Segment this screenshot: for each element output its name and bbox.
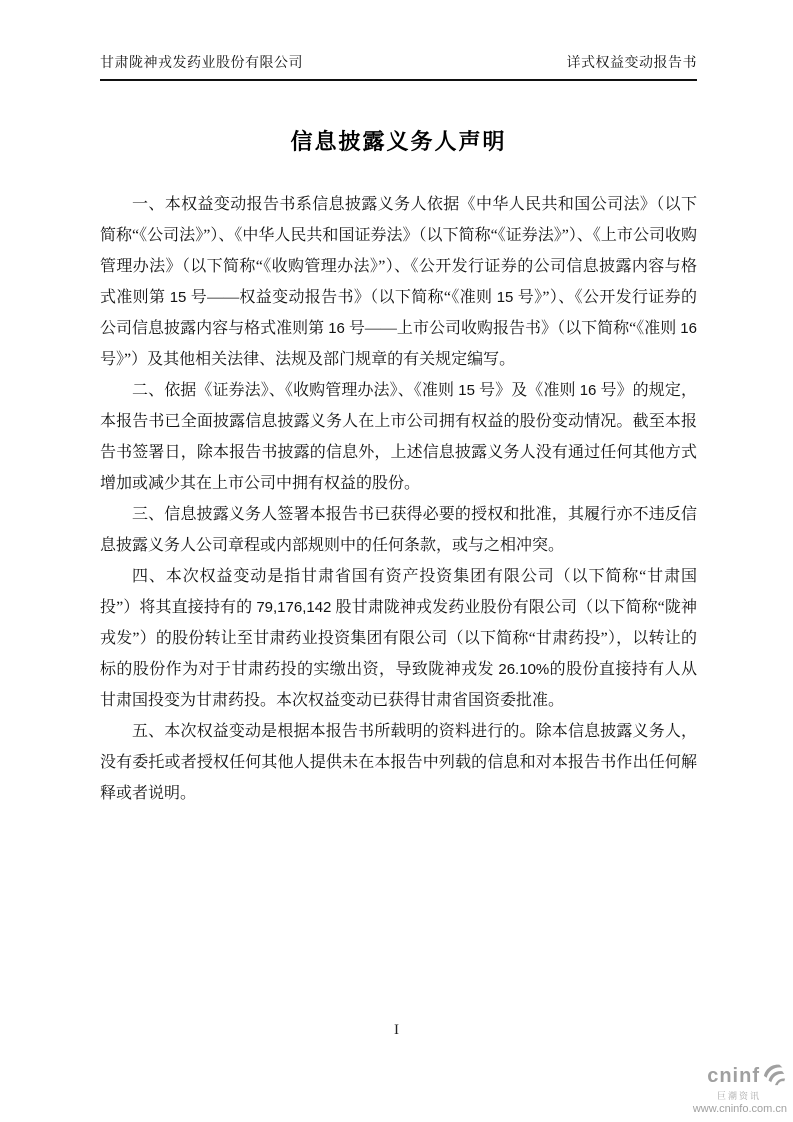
header-company-name: 甘肃陇神戎发药业股份有限公司 [100, 56, 303, 71]
cninfo-brand-row [669, 1062, 787, 1090]
cninfo-url: www.cninfo.com.cn [692, 1103, 787, 1115]
page-number: I [394, 1022, 399, 1038]
paragraph-5: 五、本次权益变动是根据本报告书所载明的资料进行的。除本信息披露义务人，没有委托或者授权任何其他人提供未在本报告中列载的信息和对本报告书作出任何解释或者说明。 [100, 723, 697, 802]
cninfo-chinese-name: 巨潮资讯 [716, 1091, 761, 1101]
cninfo-logo [669, 1062, 787, 1115]
paragraph-2: 二、依据《证券法》、《收购管理办法》、《准则 15 号》及《准则 16 号》的规定，本报告书已全面披露信息披露义务人在上市公司拥有权益的股份变动情况。截至本报告书签署日，除本报告书披露的信息外，上述信息披露义务人没有通过任何其他方式增加或减少其在上市公司中拥有权益的股份。 [100, 382, 697, 492]
header-report-name: 详式权益变动报告书 [566, 56, 697, 71]
statement-body [100, 189, 697, 809]
cninfo-brand-text: cninf [707, 1065, 760, 1087]
cninfo-swirl-icon [762, 1062, 787, 1090]
running-header [100, 0, 697, 81]
paragraph-3: 三、信息披露义务人签署本报告书已获得必要的授权和批准，其履行亦不违反信息披露义务人公司章程或内部规则中的任何条款，或与之相冲突。 [100, 506, 697, 554]
paragraph-4: 四、本次权益变动是指甘肃省国有资产投资集团有限公司（以下简称“甘肃国投”）将其直接持有的 79,176,142 股甘肃陇神戎发药业股份有限公司（以下简称“陇神戎发”）的股份转让至甘肃药业投资集团有限公司（以下简称“甘肃药投”），以转让的标的股份作为对于甘肃药投的实缴出资，导致陇神戎发 26.10%的股份直接持有人从甘肃国投变为甘肃药投。本次权益变动已获得甘肃省国资委批准。 [100, 568, 697, 709]
page-content [100, 0, 697, 809]
paragraph-1: 一、本权益变动报告书系信息披露义务人依据《中华人民共和国公司法》（以下简称“《公司法》”）、《中华人民共和国证券法》（以下简称“《证券法》”）、《上市公司收购管理办法》（以下简称“《收购管理办法》”）、《公开发行证券的公司信息披露内容与格式准则第 15 号——权益变动报告书》（以下简称“《准则 15 号》”）、《公开发行证券的公司信息披露内容与格式准则第 16 号——上市公司收购报告书》（以下简称“《准则 16 号》”）及其他相关法律、法规及部门规章的有关规定编写。 [100, 196, 697, 368]
page-title: 信息披露义务人声明 [290, 129, 507, 154]
